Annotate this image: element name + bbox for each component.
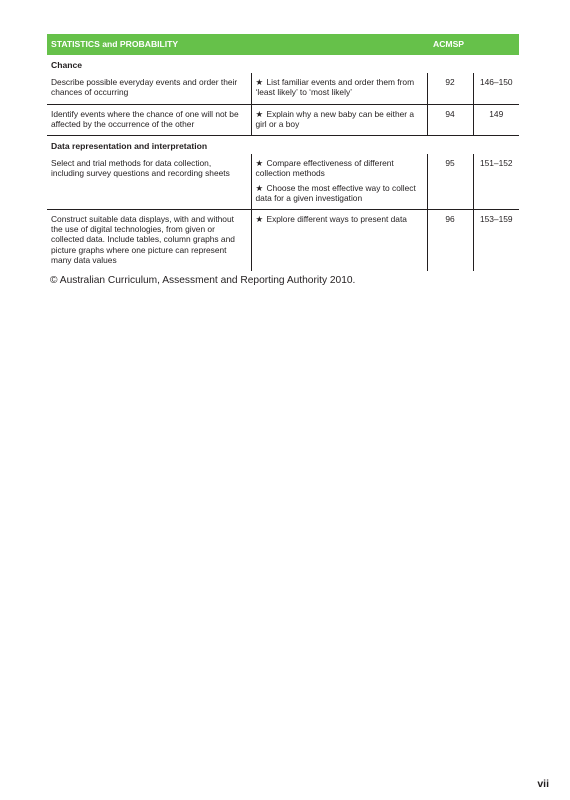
activity-text: Explore different ways to present data [266,214,407,225]
activities-cell [251,210,427,272]
activity-text: Compare effectiveness of different collection methods [255,158,394,179]
table-row [47,154,519,209]
worksheet-pages: 149 [473,104,519,135]
activity-item [256,214,423,224]
curriculum-table [47,34,519,271]
star-bullet-icon: ★ [255,214,264,225]
activity-item [256,77,423,97]
section-heading-row [47,136,519,155]
star-bullet-icon: ★ [255,182,264,193]
activities-cell [251,73,427,104]
worksheet-pages: 153–159 [473,210,519,272]
activity-text: Choose the most effective way to collect data for a given investigation [255,182,416,203]
section-title: Data representation and interpretation [47,136,519,155]
section-heading-row [47,55,519,73]
activity-text: Explain why a new baby can be either a girl or a boy [255,108,415,129]
content-description: Select and trial methods for data collection, including survey questions and recording sheets [47,154,251,209]
activities-cell [251,104,427,135]
activity-item [256,183,423,203]
table-row [47,210,519,272]
star-bullet-icon: ★ [255,108,264,119]
star-bullet-icon: ★ [255,158,264,169]
page-reference: 96 [427,210,473,272]
section-title: Chance [51,60,83,70]
page-reference: 94 [427,104,473,135]
strand-title: STATISTICS and PROBABILITY [47,34,427,55]
star-bullet-icon: ★ [255,77,264,88]
activity-item [256,158,423,178]
worksheet-pages: 146–150 [479,77,513,88]
activities-cell [251,154,427,209]
activity-item [256,109,423,129]
page-number: vii [537,778,549,790]
activity-text: List familiar events and order them from ‘least likely’ to ‘most likely’ [255,77,415,98]
table-row [47,73,519,104]
curriculum-code: ACMSP [427,34,519,55]
content-description: Identify events where the chance of one will not be affected by the occurrence of the other [47,104,251,135]
page-reference: 95 [427,154,473,209]
page-reference: 92 [427,73,473,104]
worksheet-pages: 151–152 [479,158,513,169]
table-row [47,104,519,135]
copyright-notice: © Australian Curriculum, Assessment and Reporting Authority 2010. [50,275,356,286]
table-header-row [47,34,519,55]
content-description: Describe possible everyday events and order their chances of occurring [47,73,251,104]
content-description: Construct suitable data displays, with and without the use of digital technologies, from given or collected data. Include tables, column graphs and picture graphs where one picture can represent many data values [47,210,251,272]
